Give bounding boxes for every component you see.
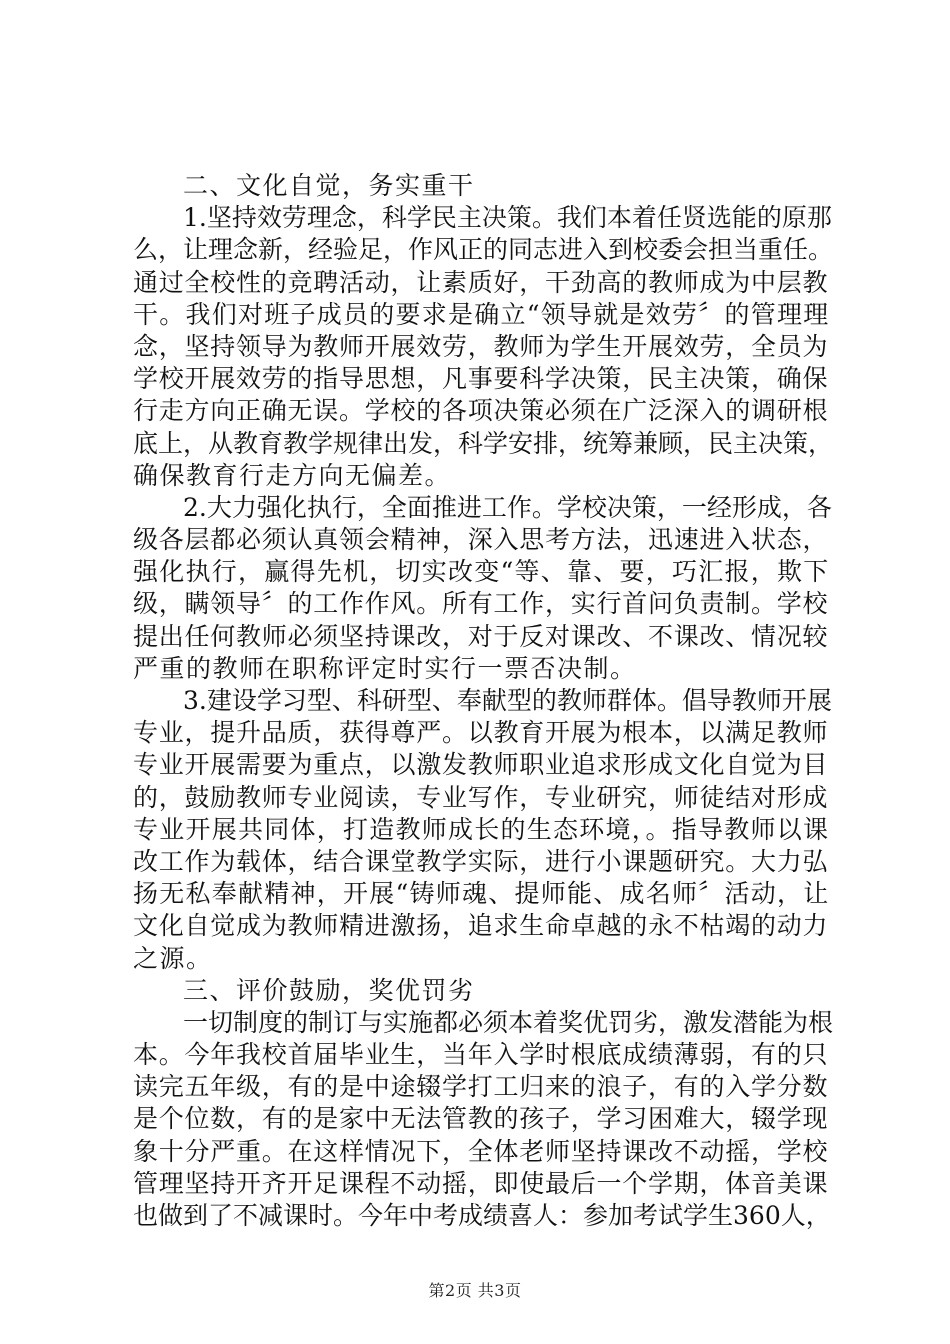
document-body (133, 170, 833, 1232)
text-line: 扬无私奉献精神，开展“铸师魂、提师能、成名师〞活动，让 (133, 879, 830, 909)
text-line: 学校开展效劳的指导思想，凡事要科学决策，民主决策，确保 (133, 364, 829, 394)
text-line: 确保教育行走方向无偏差。 (133, 460, 452, 490)
text-line: 念，坚持领导为教师开展效劳，教师为学生开展效劳，全员为 (133, 331, 829, 361)
text-line: 强化执行，赢得先机，切实改变“等、靠、要，巧汇报，欺下 (133, 557, 830, 587)
text-line: 1.坚持效劳理念，科学民主决策。我们本着任贤选能的原那 (183, 203, 832, 233)
text-line: 之源。 (133, 943, 213, 973)
text-line: 行走方向正确无误。学校的各项决策必须在广泛深入的调研根 (133, 396, 829, 426)
text-line: 改工作为载体，结合课堂教学实际，进行小课题研究。大力弘 (133, 846, 829, 876)
text-line: 二、文化自觉，务实重干 (183, 171, 475, 200)
text-line: 严重的教师在职称评定时实行一票否决制。 (133, 653, 637, 683)
text-line: 提出任何教师必须坚持课改，对于反对课改、不课改、情况较 (133, 621, 829, 651)
text-line: 级，瞒领导〞的工作作风。所有工作，实行首问负责制。学校 (133, 589, 829, 619)
text-line: 是个位数，有的是家中无法管教的孩子，学习困难大，辍学现 (133, 1104, 829, 1134)
text-line: 底上，从教育教学规律出发，科学安排，统筹兼顾，民主决策， (133, 428, 834, 458)
text-line: 管理坚持开齐开足课程不动摇，即使最后一个学期，体音美课 (133, 1168, 829, 1198)
text-line: 3.建设学习型、科研型、奉献型的教师群体。倡导教师开展 (183, 686, 832, 715)
page-footer: 第2页 共3页 (428, 1281, 522, 1300)
text-line: 专业开展共同体，打造教师成长的生态环境，。指导教师以课 (133, 814, 830, 844)
text-line: 也做到了不减课时。今年中考成绩喜人：参加考试学生360人， (133, 1201, 831, 1230)
text-line: 级各层都必须认真领会精神，深入思考方法，迅速进入状态， (133, 525, 829, 555)
text-line: 象十分严重。在这样情况下，全体老师坚持课改不动摇，学校 (133, 1136, 829, 1166)
text-line: 专业开展需要为重点，以激发教师职业追求形成文化自觉为目 (133, 750, 829, 780)
text-line: 专业，提升品质，获得尊严。以教育开展为根本，以满足教师 (133, 718, 829, 748)
text-line: 的，鼓励教师专业阅读，专业写作，专业研究，师徒结对形成 (133, 782, 829, 812)
text-line: 通过全校性的竞聘活动，让素质好，干劲高的教师成为中层教 (133, 267, 829, 297)
text-line: 三、评价鼓励，奖优罚劣 (183, 975, 475, 1005)
text-line: 本。今年我校首届毕业生，当年入学时根底成绩薄弱，有的只 (133, 1040, 829, 1070)
text-line: 读完五年级，有的是中途辍学打工归来的浪子，有的入学分数 (133, 1072, 829, 1102)
text-line: 干。我们对班子成员的要求是确立“领导就是效劳〞的管理理 (133, 299, 830, 329)
text-line: 么，让理念新，经验足，作风正的同志进入到校委会担当重任。 (133, 235, 834, 265)
text-line: 文化自觉成为教师精进激扬，追求生命卓越的永不枯竭的动力 (133, 911, 829, 941)
text-line: 一切制度的制订与实施都必须本着奖优罚劣，激发潜能为根 (183, 1007, 834, 1037)
text-line: 2.大力强化执行，全面推进工作。学校决策，一经形成，各 (183, 492, 832, 522)
